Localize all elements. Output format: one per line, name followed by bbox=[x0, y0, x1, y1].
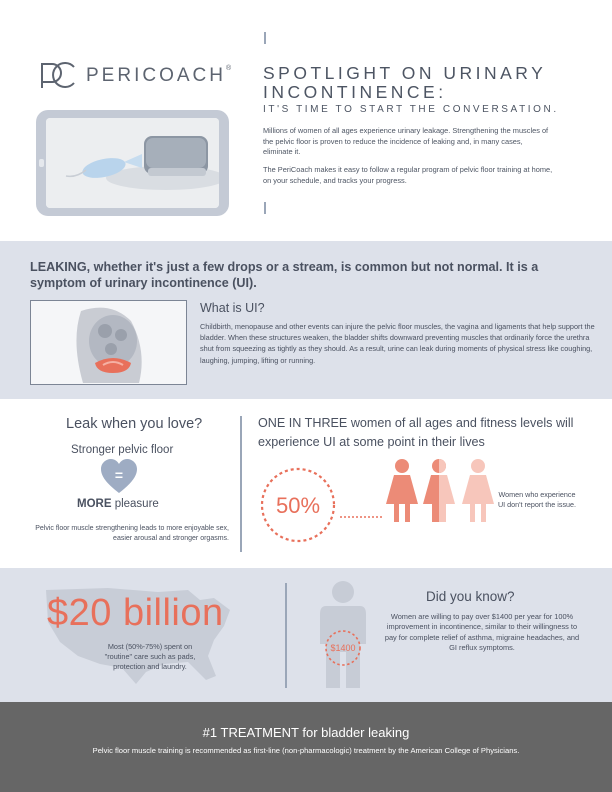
footer-title: #1 TREATMENT for bladder leaking bbox=[202, 725, 410, 740]
one-in-three-headline: ONE IN THREE women of all ages and fitness levels will experience UI at some point in their lives bbox=[258, 416, 574, 449]
did-you-know-heading: Did you know? bbox=[426, 589, 515, 604]
page-subtitle: IT'S TIME TO START THE CONVERSATION. bbox=[263, 104, 559, 115]
section-divider bbox=[240, 416, 242, 552]
brand-name: PERICOACH bbox=[86, 65, 226, 86]
what-is-ui-heading: What is UI? bbox=[200, 301, 265, 315]
tablet-button bbox=[39, 159, 44, 167]
device-photo bbox=[46, 118, 219, 208]
pelvic-anatomy-illustration bbox=[30, 300, 187, 385]
leak-when-you-love-heading: Leak when you love? bbox=[66, 416, 203, 432]
person-figure-icon bbox=[308, 578, 378, 690]
device-photo-tablet bbox=[36, 110, 229, 216]
pleasure-text: pleasure bbox=[111, 498, 159, 510]
pericoach-logo bbox=[36, 58, 236, 92]
fourteen-hundred-badge: $1400 bbox=[330, 643, 356, 653]
heart-equals-icon bbox=[100, 459, 138, 495]
trademark-mark: ® bbox=[225, 65, 232, 72]
divider-line bbox=[264, 202, 266, 214]
fifty-percent-text: 50% bbox=[275, 493, 321, 518]
equals-sign: = bbox=[114, 467, 124, 483]
more-bold: MORE bbox=[77, 498, 112, 510]
divider-line bbox=[264, 32, 266, 44]
page-title: SPOTLIGHT ON URINARY INCONTINENCE: bbox=[263, 63, 546, 102]
intro-paragraph: Millions of women of all ages experience urinary leakage. Strengthening the muscles of the pelvic floor is proven to reduce the incidence of leaking and, in many cases, eliminate it. bbox=[263, 126, 549, 156]
more-pleasure-label bbox=[77, 498, 159, 510]
what-is-ui-body: Childbirth, menopause and other events can injure the pelvic floor muscles, the vagina and ligaments that help support the bladder. When these structures weaken, the bladder shifts downward preventing muscles that ordinarily force the urethra shut from squeezing as tightly as they should. As a result, urine can leak during moments of physical stress like coughing, laughing, jumping, lifting or running. bbox=[200, 322, 595, 365]
dotted-connector bbox=[340, 505, 382, 507]
stronger-pelvic-floor-label: Stronger pelvic floor bbox=[71, 444, 174, 456]
women-report-note: Women who experience UI don't report the issue. bbox=[497, 490, 577, 509]
did-you-know-body: Women are willing to pay over $1400 per year for 100% improvement in incontinence, similar to their willingness to pay for complete relief of asthma, migraine headaches, and GI reflux symptoms. bbox=[384, 612, 580, 652]
section-divider-2 bbox=[285, 583, 287, 688]
pericoach-logo-icon bbox=[36, 58, 80, 92]
twenty-billion-stat: $20 billion bbox=[47, 592, 224, 634]
footer-text: Pelvic floor muscle training is recommended as first-line (non-pharmacologic) treatment by the American College of Physicians. bbox=[92, 746, 520, 755]
leaking-headline: LEAKING, whether it's just a few drops or a stream, is common but not normal. It is a symptom of urinary incontinence (UI). bbox=[30, 260, 539, 290]
fifty-percent-stat bbox=[259, 466, 337, 544]
twenty-billion-note: Most (50%-75%) spent on "routine" care such as pads, protection and laundry. bbox=[104, 642, 196, 672]
women-figures-icon bbox=[382, 458, 498, 524]
intro-paragraph-2: The PeriCoach makes it easy to follow a regular program of pelvic floor training at home, on your schedule, and tracks your progress. bbox=[263, 165, 553, 185]
love-note: Pelvic floor muscle strengthening leads to more enjoyable sex, easier arousal and stronger orgasms. bbox=[35, 525, 229, 542]
